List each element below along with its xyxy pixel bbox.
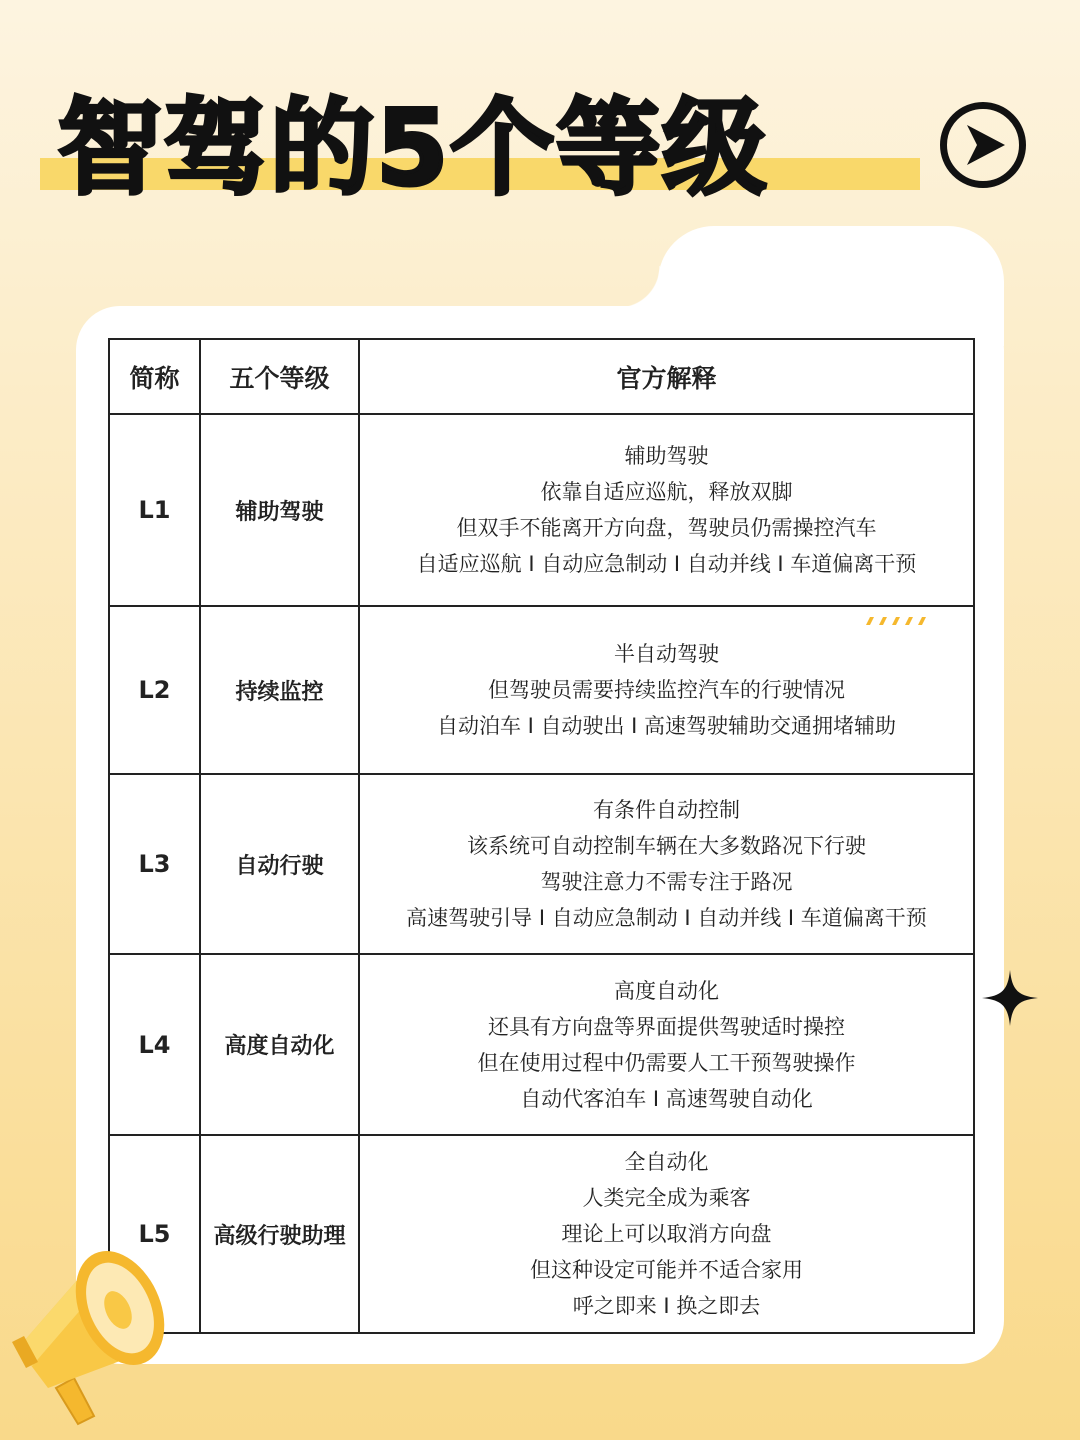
table-row <box>109 954 974 1135</box>
levels-table <box>108 338 975 1334</box>
desc-line: 该系统可自动控制车辆在大多数路况下行驶 <box>467 834 866 858</box>
desc-line: 还具有方向盘等界面提供驾驶适时操控 <box>488 1014 845 1039</box>
header-abbr: 简称 <box>109 339 200 414</box>
arrow-circle-icon[interactable] <box>940 102 1026 188</box>
desc-line: 全自动化 <box>624 1150 709 1174</box>
desc-line: 但这种设定可能并不适合家用 <box>530 1258 803 1282</box>
header-level: 五个等级 <box>200 339 359 414</box>
desc-line: 呼之即来 I 换之即去 <box>572 1294 761 1318</box>
row-abbr: L5 <box>109 1135 200 1333</box>
table-row <box>109 606 974 774</box>
row-level: 高级行驶助理 <box>200 1135 359 1333</box>
desc-line: 自动代客泊车 I 高速驾驶自动化 <box>520 1086 813 1111</box>
desc-line: 但双手不能离开方向盘，驾驶员仍需操控汽车 <box>456 516 877 540</box>
page-title: 智驾的5个等级 <box>58 87 769 209</box>
row-desc <box>359 606 974 774</box>
desc-line: 驾驶注意力不需专注于路况 <box>540 870 793 894</box>
title-block <box>40 88 920 208</box>
row-level: 自动行驶 <box>200 774 359 954</box>
desc-line: 人类完全成为乘客 <box>582 1186 751 1210</box>
row-desc <box>359 1135 974 1333</box>
row-abbr: L4 <box>109 954 200 1135</box>
desc-line: 但驾驶员需要持续监控汽车的行驶情况 <box>488 678 845 702</box>
desc-line: 自动泊车 I 自动驶出 I 高速驾驶辅助交通拥堵辅助 <box>436 714 897 738</box>
row-desc <box>359 414 974 606</box>
row-abbr: L1 <box>109 414 200 606</box>
desc-line: 高度自动化 <box>614 978 719 1003</box>
desc-line: 辅助驾驶 <box>624 444 709 468</box>
card-notch <box>618 266 660 308</box>
sparkle-icon <box>982 970 1038 1026</box>
row-desc <box>359 774 974 954</box>
desc-line: 但在使用过程中仍需要人工干预驾驶操作 <box>477 1050 856 1075</box>
desc-line: 有条件自动控制 <box>593 798 740 822</box>
row-level: 持续监控 <box>200 606 359 774</box>
desc-line: 依靠自适应巡航，释放双脚 <box>540 480 793 504</box>
table-row <box>109 1135 974 1333</box>
row-desc <box>359 954 974 1135</box>
table-header-row <box>109 339 974 414</box>
table-row <box>109 414 974 606</box>
row-abbr: L2 <box>109 606 200 774</box>
desc-line: 自适应巡航 I 自动应急制动 I 自动并线 I 车道偏离干预 <box>416 552 917 576</box>
desc-line: 半自动驾驶 <box>614 642 719 666</box>
header-desc: 官方解释 <box>359 339 974 414</box>
row-level: 辅助驾驶 <box>200 414 359 606</box>
table-row <box>109 774 974 954</box>
desc-line: 理论上可以取消方向盘 <box>561 1222 772 1246</box>
megaphone-icon <box>8 1238 178 1428</box>
dash-decoration <box>864 617 930 625</box>
desc-line: 高速驾驶引导 I 自动应急制动 I 自动并线 I 车道偏离干预 <box>406 906 927 930</box>
row-abbr: L3 <box>109 774 200 954</box>
row-level: 高度自动化 <box>200 954 359 1135</box>
